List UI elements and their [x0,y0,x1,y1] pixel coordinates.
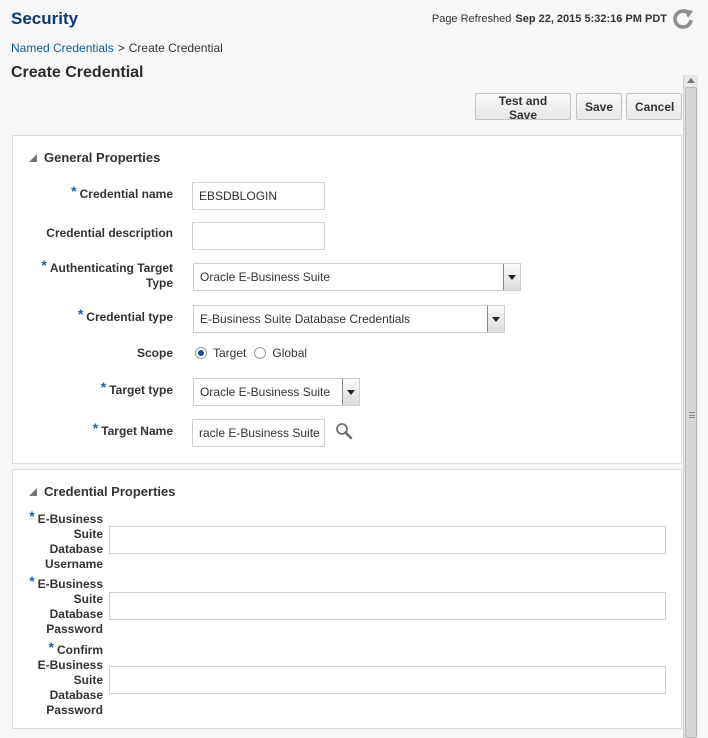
target-name-label: * Target Name [92,420,173,438]
scope-option-global[interactable] [254,346,307,360]
scope-option-target[interactable] [195,346,246,360]
confirm-ebs-db-password-input[interactable] [109,666,666,694]
credential-name-input[interactable]: EBSDBLOGIN [192,182,325,210]
ebs-db-username-input[interactable] [109,526,666,554]
confirm-ebs-db-password-label: * Confirm E-Business Suite Database Password [37,639,103,717]
test-and-save-button[interactable]: Test and Save [475,93,571,120]
dropdown-button[interactable] [342,379,359,405]
dropdown-button[interactable] [487,306,504,332]
chevron-down-icon [492,317,500,322]
refresh-icon[interactable] [672,8,696,30]
page-title: Security [11,9,79,28]
credential-description-label: Credential description [46,226,173,240]
select-value: Oracle E-Business Suite [200,385,331,399]
select-value: E-Business Suite Database Credentials [200,312,411,326]
cancel-button[interactable]: Cancel [626,93,682,120]
required-icon: * [41,257,47,273]
credential-type-select[interactable] [193,305,505,333]
required-icon: * [29,573,35,589]
required-icon: * [71,183,77,199]
page-refresh-status [432,8,696,30]
required-icon: * [92,420,99,436]
breadcrumb-separator: > [117,41,125,55]
credential-type-label: * Credential type [77,306,173,324]
scrollbar-thumb[interactable] [685,87,697,738]
vertical-scrollbar[interactable] [683,75,698,738]
refresh-timestamp: Sep 22, 2015 5:32:16 PM PDT [515,13,667,25]
page-heading: Create Credential [11,64,144,81]
ebs-db-password-label: * E-Business Suite Database Password [29,573,103,636]
refresh-label: Page Refreshed [431,13,512,25]
credential-properties-header[interactable] [29,484,176,499]
credential-name-label: * Credential name [71,183,173,201]
radio-unselected-icon[interactable] [254,347,266,359]
section-title: Credential Properties [44,484,176,499]
credential-description-input[interactable] [192,222,325,250]
chevron-down-icon [347,390,355,395]
authenticating-target-type-label: * Authenticating Target Type [41,257,173,290]
save-button[interactable]: Save [576,93,622,120]
required-icon: * [29,508,35,524]
scope-radio-group [195,346,315,360]
general-properties-header[interactable] [29,150,160,165]
disclose-triangle-icon[interactable] [29,154,37,162]
target-type-label: * Target type [100,379,173,397]
breadcrumb-link-named-credentials[interactable]: Named Credentials [11,41,114,55]
breadcrumb [11,41,223,55]
scope-option-label: Global [272,346,308,360]
required-icon: * [77,306,84,322]
scroll-up-icon[interactable] [687,78,695,83]
required-icon: * [48,639,54,655]
search-icon[interactable] [335,422,353,440]
select-value: Oracle E-Business Suite [200,270,331,284]
target-type-select[interactable] [193,378,360,406]
section-title: General Properties [44,150,161,165]
scope-label: Scope [136,346,173,360]
scope-option-label: Target [213,346,247,360]
radio-selected-icon[interactable] [195,347,207,359]
credential-properties-panel [12,469,682,729]
disclose-triangle-icon[interactable] [29,488,37,496]
required-icon: * [100,379,107,395]
scrollbar-grip-icon [689,412,695,418]
authenticating-target-type-select[interactable] [193,263,521,291]
chevron-down-icon [508,275,516,280]
target-name-input[interactable]: racle E-Business Suite [192,419,325,447]
dropdown-button[interactable] [503,264,520,290]
ebs-db-username-label: * E-Business Suite Database Username [29,508,103,571]
ebs-db-password-input[interactable] [109,592,666,620]
general-properties-panel [12,135,682,464]
breadcrumb-current: Create Credential [128,41,223,55]
